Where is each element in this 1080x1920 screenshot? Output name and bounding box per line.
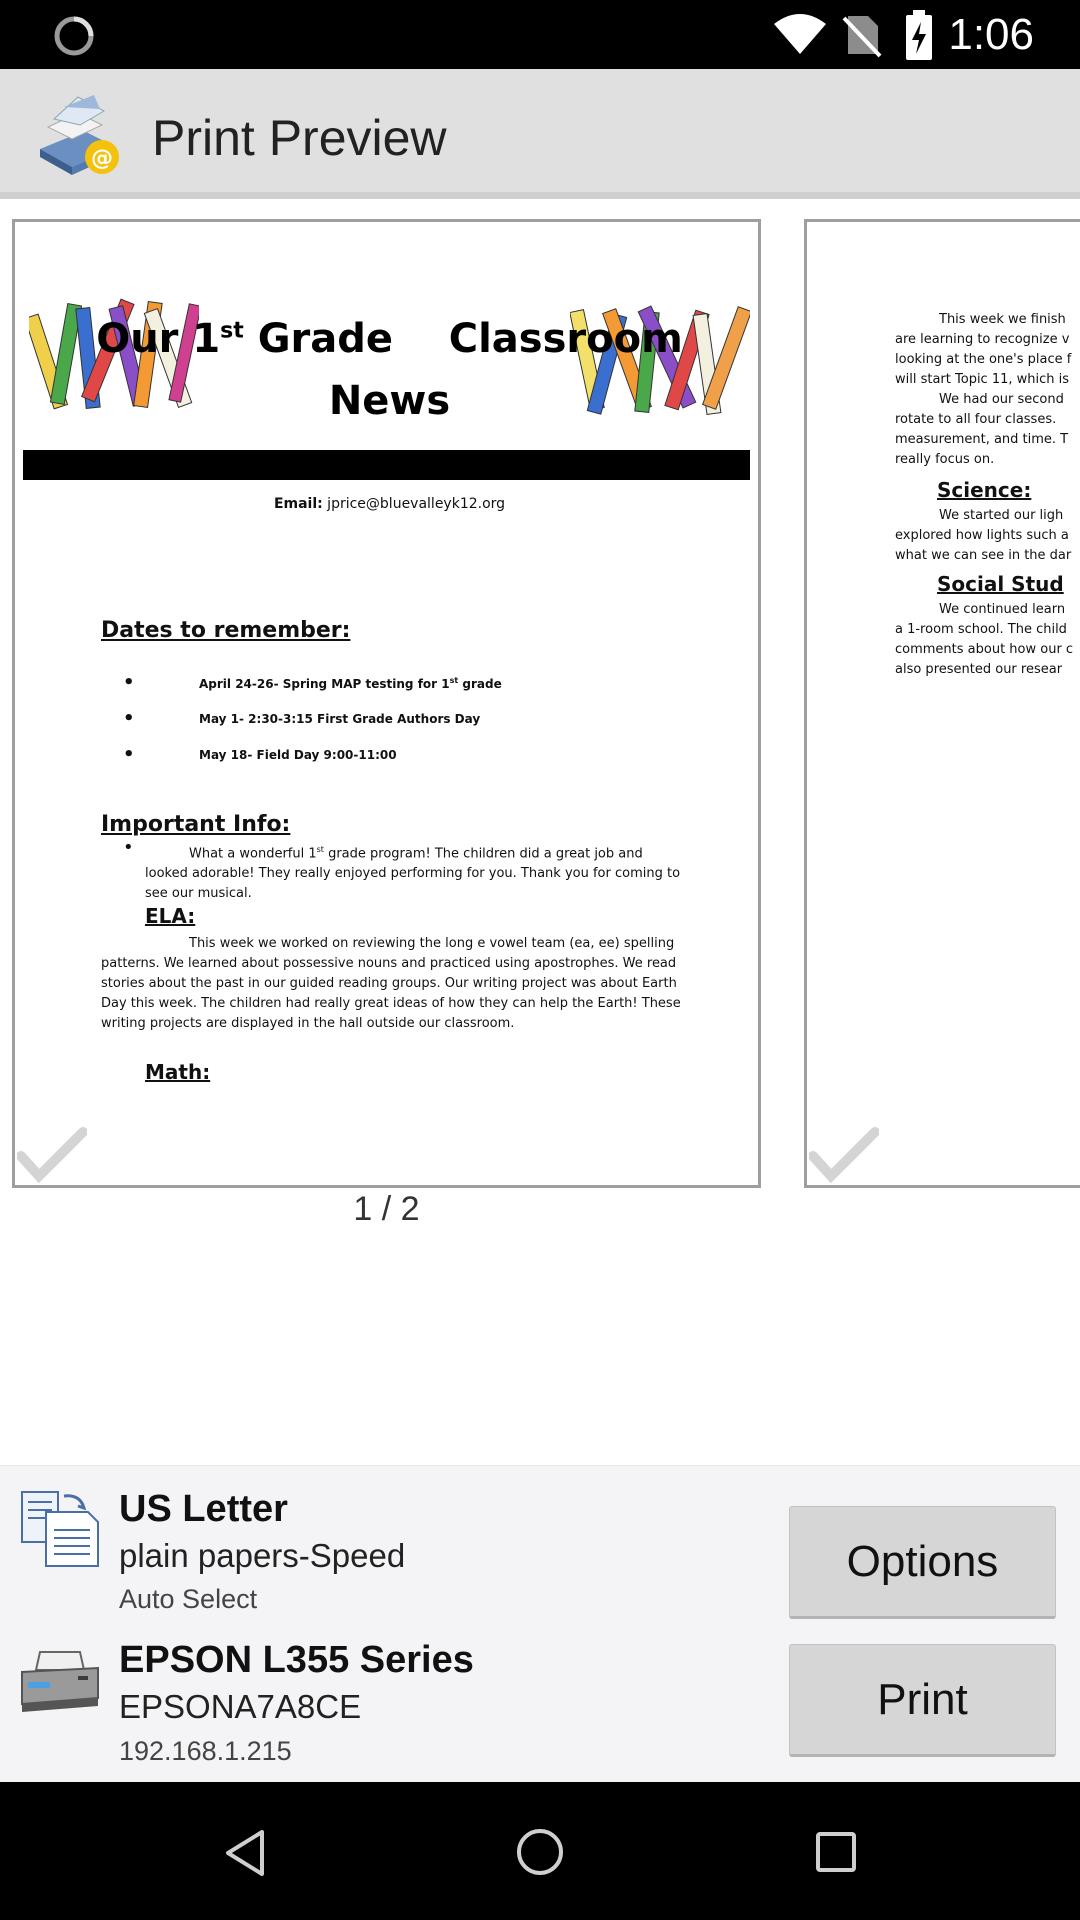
printer-ip[interactable]: 192.168.1.215 (119, 1736, 292, 1766)
recents-icon[interactable] (814, 1830, 858, 1874)
page-2-checkmark-icon[interactable] (809, 1124, 879, 1184)
paper-type[interactable]: plain papers-Speed (119, 1537, 406, 1574)
math-heading: Math: (145, 1060, 211, 1084)
options-button[interactable]: Options (789, 1506, 1056, 1619)
sync-spinner-icon (52, 14, 96, 58)
battery-charging-icon (904, 10, 934, 60)
status-bar (0, 0, 1080, 69)
dates-heading: Dates to remember: (101, 618, 351, 643)
home-icon[interactable] (514, 1826, 566, 1878)
info-paragraph: What a wonderful 1st grade program! The children did a great job and looked adorable! They really enjoyed performing for you. Thank you for coming to see our musical. (145, 845, 681, 902)
preview-page-1[interactable]: Our 1st Grade Classroom News Email: jprice@bluevalleyk12.org Dates to remember: • April 24-26- Spring MAP testing for 1st grade • May 1- 2:30-3:15 First Grade Authors Day • May 18- Field Day 9:00-11:00 Important Info: • What a wonderful 1st grade program! The children did a great job and looked adorable! They really enjoyed performing for you. Thank you for coming to see our musical. ELA: This week we worked on reviewing the long e vowel team (ea, ee) spelling patterns. We learned about possessive nouns and practiced using apostrophes. We read stories about the past in our guided reading groups. Our writing project was about Earth Day this week. The children had really great ideas of how they can help the Earth! These writing projects are displayed in the hall outside our classroom. Math: (12, 219, 761, 1188)
wifi-icon (772, 12, 828, 56)
page-2-text-block-2: We started our ligh explored how lights such a what we can see in the dar (895, 508, 1072, 563)
back-icon[interactable] (220, 1828, 270, 1878)
email-line: Email: jprice@bluevalleyk12.org (273, 496, 506, 512)
ela-paragraph: This week we worked on reviewing the long e vowel team (ea, ee) spelling patterns. We learned about possessive nouns and practiced using apostrophes. We read stories about the past in our guided reading groups. Our writing project was about Earth Day this week. The children had really great ideas of how they can help the Earth! These writing projects are displayed in the hall outside our classroom. (101, 936, 681, 1031)
app-bar (0, 69, 1080, 199)
newsletter-title-line1: Our 1st Grade Classroom (96, 316, 683, 362)
navigation-bar (0, 1782, 1080, 1920)
info-bullet: • (123, 837, 134, 858)
print-app-icon (34, 91, 126, 177)
newsletter-title-line2: News (328, 378, 451, 424)
social-studies-heading: Social Stud (937, 572, 1064, 596)
print-button[interactable]: Print (789, 1644, 1056, 1757)
paper-size[interactable]: US Letter (119, 1488, 288, 1530)
ela-heading: ELA: (145, 904, 196, 928)
printer-name[interactable]: EPSON L355 Series (119, 1639, 474, 1681)
paper-source[interactable]: Auto Select (119, 1584, 258, 1614)
printer-id[interactable]: EPSONA7A8CE (119, 1688, 362, 1725)
page-2-text-block-1: This week we finish are learning to recognize v looking at the one's place f will start Topic 11, which is We had our second rotate to all four classes. measurement, and time. T really focus on. (895, 312, 1072, 467)
header-black-bar (23, 450, 750, 480)
app-title: Print Preview (152, 110, 447, 166)
svg-text:@: @ (91, 146, 113, 171)
info-heading: Important Info: (101, 812, 291, 837)
paper-settings-icon[interactable] (18, 1486, 102, 1570)
preview-page-2[interactable] (804, 219, 1080, 1188)
science-heading: Science: (937, 478, 1032, 502)
page-indicator: 1 / 2 (353, 1190, 420, 1228)
printer-icon[interactable] (18, 1646, 102, 1716)
status-time: 1:06 (948, 10, 1034, 59)
page-2-text-block-3: We continued learn a 1-room school. The child comments about how our c also presented our resear (895, 602, 1074, 677)
page-1-checkmark-icon[interactable] (17, 1124, 87, 1184)
no-sim-icon (842, 12, 882, 58)
